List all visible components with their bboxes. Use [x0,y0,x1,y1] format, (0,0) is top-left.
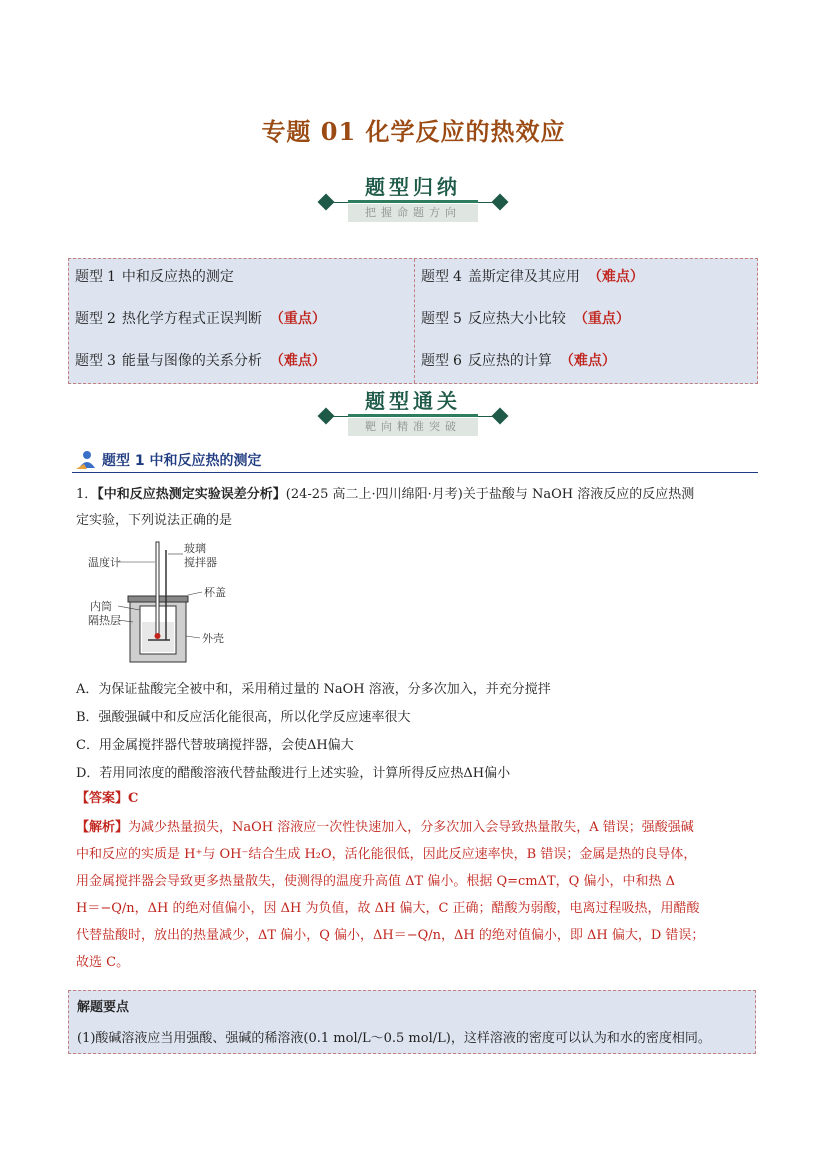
analysis-line: 为减少热量损失，NaOH 溶液应一次性快速加入，分多次加入会导致热量散失，A 错误；强酸强碱 [128,820,694,835]
section-underline [72,472,758,473]
analysis-line: 故选 C。 [76,955,130,970]
type-number: 5 [453,311,462,327]
banner-subtitle: 把握命题方向 [348,204,478,222]
thermometer [156,542,159,634]
tips-heading: 解题要点 [77,1000,130,1015]
column-divider [414,259,415,383]
analysis-line: 中和反应的实质是 H⁺与 OH⁻结合生成 H₂O，活化能很低，因此反应速率快，B 错误；金属是热的良导体， [76,847,697,862]
tips-line: (1)酸碱溶液应当用强酸、强碱的稀溶液(0.1 mol/L～0.5 mol/L)，这样溶液的密度可以认为和水的密度相同。 [77,1031,711,1046]
banner-title: 题型通关 [348,388,478,417]
diamond-icon [318,408,335,425]
leader-line [188,592,202,595]
type-item-3 [75,350,326,370]
section-banner-practice [318,388,508,438]
analysis-block [76,814,756,976]
type-item-6 [421,350,616,370]
type-number: 2 [107,311,116,327]
diamond-icon [318,194,335,211]
type-label: 题型 [75,353,103,369]
type-label: 题型 [421,269,449,285]
diamond-icon [492,194,509,211]
analysis-line: 代替盐酸时，放出的热量减少，ΔT 偏小，Q 偏小，ΔH＝−Q/n，ΔH 的绝对值偏小，即 ΔH 偏大，D 错误； [76,928,705,943]
label-lid: 杯盖 [204,586,226,599]
analysis-line: 用金属搅拌器会导致更多热量散失，使测得的温度升高值 ΔT 偏小。根据 Q=cmΔT，Q 偏小，中和热 Δ [76,874,675,889]
type-label: 题型 [75,311,103,327]
type-name: 热化学方程式正误判断 [121,311,262,327]
difficulty-tag: （难点） [559,353,616,369]
question-number: 1． [76,487,98,502]
question-topic: 【中和反应热测定实验误差分析】 [97,487,286,502]
banner-subtitle: 靶向精准突破 [348,418,478,436]
type-label: 题型 [421,311,449,327]
page-title: 专题 01 化学反应的热效应 [261,117,566,146]
diamond-icon [492,408,509,425]
type-item-4 [421,266,644,286]
type-name: 中和反应热的测定 [121,269,234,285]
label-stirrer: 玻璃 [184,542,206,555]
banner-title: 题型归纳 [348,174,478,203]
type-label: 题型 [75,269,103,285]
type-item-1 [75,266,234,286]
difficulty-tag: （难点） [587,269,644,285]
question-stem [76,482,760,534]
section-banner-summary [318,174,508,224]
type-number: 6 [453,353,462,369]
option-a: A．为保证盐酸完全被中和，采用稍过量的 NaOH 溶液，分多次加入，并充分搅拌 [76,682,551,697]
type-name: 反应热的计算 [467,353,552,369]
type-label: 题型 [421,353,449,369]
type-item-2 [75,308,326,328]
calorimeter-diagram [88,540,238,668]
analysis-line: H＝−Q/n，ΔH 的绝对值偏小，因 ΔH 为负值，故 ΔH 偏大，C 正确；醋酸为弱酸，电离过程吸热，用醋酸 [76,901,700,916]
question-text: 关于盐酸与 NaOH 溶液反应的反应热测 [462,487,695,502]
type-number: 3 [107,353,116,369]
type-item-5 [421,308,630,328]
leader-line [186,636,200,638]
type-number: 4 [453,269,462,285]
tips-box [68,990,756,1054]
option-b: B．强酸强碱中和反应活化能很高，所以化学反应速率很大 [76,710,411,725]
answer: 【答案】C [76,791,139,806]
option-c: C．用金属搅拌器代替玻璃搅拌器，会使ΔH偏大 [76,738,354,753]
section-heading: 题型 1 中和反应热的测定 [102,453,262,469]
type-number: 1 [107,269,116,285]
type-name: 能量与图像的关系分析 [121,353,262,369]
label-thermometer: 温度计 [88,556,121,569]
type-name: 反应热大小比较 [467,311,566,327]
people-icon [76,450,98,470]
type-name: 盖斯定律及其应用 [467,269,580,285]
question-text: 定实验，下列说法正确的是 [76,513,233,528]
difficulty-tag: （重点） [269,311,326,327]
thermometer-bulb [155,633,161,639]
difficulty-tag: （难点） [269,353,326,369]
label-insulation: 隔热层 [88,614,121,627]
analysis-label: 【解析】 [76,820,129,835]
label-shell: 外壳 [202,632,224,645]
question-type-table [68,258,758,384]
question-source: (24-25 高二上·四川绵阳·月考) [285,487,463,502]
option-d: D．若用同浓度的醋酸溶液代替盐酸进行上述实验，计算所得反应热ΔH偏小 [76,766,511,781]
label-stirrer: 搅拌器 [184,556,217,569]
label-inner: 内筒 [90,600,112,613]
difficulty-tag: （重点） [573,311,630,327]
